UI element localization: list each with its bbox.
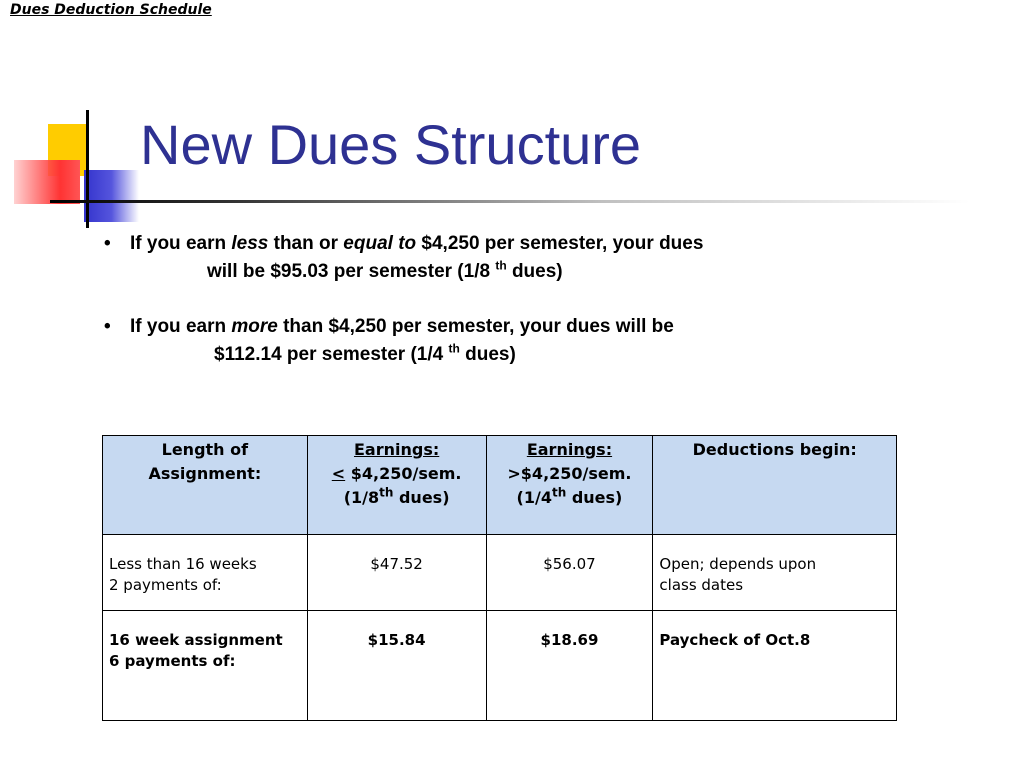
table-row	[103, 611, 897, 721]
cell-text: Open; depends upon	[659, 555, 817, 573]
header-text: >$4,250/sem.	[507, 464, 632, 483]
bullet-text: If you earn	[130, 316, 232, 337]
cell-text: 2 payments of:	[109, 576, 222, 594]
header-text: dues)	[566, 488, 623, 507]
header-text: dues)	[393, 488, 450, 507]
bullet-text: If you earn	[130, 233, 232, 254]
cell-earnings-low: $47.52	[307, 535, 486, 611]
header-text: Assignment:	[148, 464, 262, 483]
bullet-text: $4,250 per semester, your dues	[416, 233, 704, 254]
header-text: <	[331, 464, 346, 483]
deco-vertical-line	[86, 110, 89, 228]
header-label: Dues Deduction Schedule	[10, 2, 212, 18]
ordinal-suffix: th	[495, 258, 507, 273]
header-text: (1/8	[343, 488, 380, 507]
table-row	[103, 535, 897, 611]
header-length	[103, 436, 308, 535]
cell-text: 16 week assignment	[109, 631, 283, 649]
ordinal-suffix: th	[448, 341, 460, 356]
deco-red-square	[14, 160, 80, 204]
dues-table	[102, 435, 897, 721]
header-text: $4,250/sem.	[345, 464, 462, 483]
cell-length	[103, 535, 308, 611]
header-earnings-high	[486, 436, 653, 535]
deco-blue-square	[84, 170, 139, 222]
cell-text: Less than 16 weeks	[109, 555, 257, 573]
bullet-continuation	[130, 258, 904, 286]
cell-earnings-high: $56.07	[486, 535, 653, 611]
cell-text: Paycheck of Oct.8	[659, 631, 811, 649]
cell-earnings-high: $18.69	[486, 611, 653, 721]
page-title: New Dues Structure	[140, 113, 642, 176]
bullet-item	[104, 230, 904, 286]
ordinal-suffix: th	[379, 485, 394, 500]
bullet-emphasis: less	[231, 233, 269, 254]
ordinal-suffix: th	[551, 485, 567, 500]
table-header-row	[103, 436, 897, 535]
bullet-list	[104, 230, 904, 369]
bullet-text: dues)	[459, 344, 516, 365]
cell-length	[103, 611, 308, 721]
bullet-text: dues)	[506, 261, 563, 282]
header-deductions: Deductions begin:	[653, 436, 897, 535]
header-text: Length of	[161, 440, 249, 459]
cell-deductions	[653, 611, 897, 721]
bullet-marker: •	[104, 233, 111, 254]
cell-deductions	[653, 535, 897, 611]
cell-earnings-low: $15.84	[307, 611, 486, 721]
bullet-text: will be $95.03 per semester (1/8	[207, 261, 496, 282]
bullet-item	[104, 313, 904, 369]
bullet-emphasis: equal to	[343, 233, 417, 254]
deco-horizontal-line	[50, 200, 970, 203]
header-text: Earnings:	[353, 440, 440, 459]
header-text: (1/4	[516, 488, 552, 507]
bullet-text: $112.14 per semester (1/4	[214, 344, 449, 365]
header-text: Earnings:	[526, 440, 613, 459]
bullet-emphasis: more	[231, 316, 278, 337]
bullet-text: than $4,250 per semester, your dues will be	[277, 316, 674, 337]
bullet-marker: •	[104, 316, 111, 337]
bullet-text: than or	[268, 233, 344, 254]
cell-text: class dates	[659, 576, 744, 594]
bullet-continuation	[130, 341, 904, 369]
header-earnings-low	[307, 436, 486, 535]
cell-text: 6 payments of:	[109, 652, 236, 670]
